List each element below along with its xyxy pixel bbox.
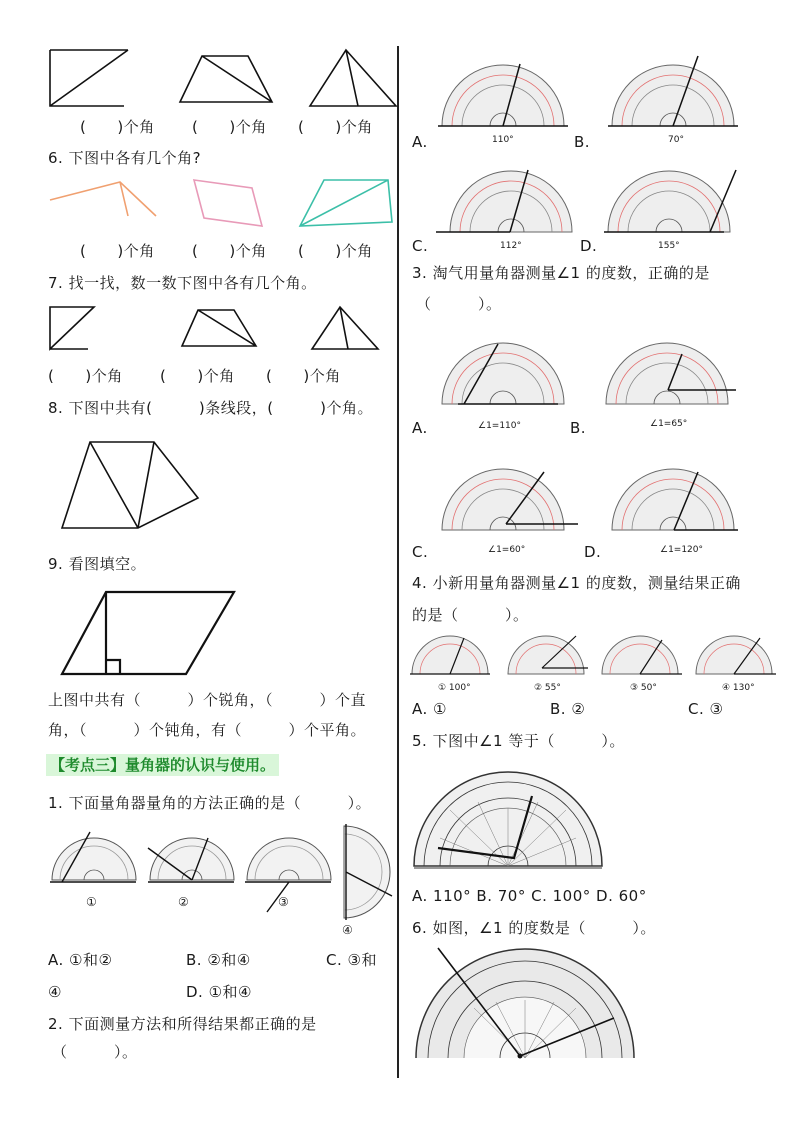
s3q1-label-1: ① [86,895,98,909]
shape-rectangle-diagonal [48,48,133,110]
pink-rhombus-figure [188,178,268,230]
q7-triangle-split [310,305,382,353]
s3q4-option-b: B. ② [550,700,586,718]
s3q4-protractor-2 [506,634,588,678]
s3q3-caption-c: ∠1=60° [488,545,526,555]
s3q2-caption-d: 155° [658,241,680,251]
s3q1-option-a: A. ①和② [48,951,113,969]
s3q3-letter-c: C. [412,543,429,561]
s3q3-caption-b: ∠1=65° [650,419,688,429]
s3q3-protractor-a [438,340,568,408]
s3q2-protractor-b [608,62,738,130]
s3q6-protractor [414,948,636,1062]
s3q2-protractor-a [438,62,568,130]
section3-heading: 【考点三】量角器的认识与使用。 [46,754,279,776]
s3q3-text: 3. 淘气用量角器测量∠1 的度数，正确的是 [412,264,710,282]
s3q3-protractor-c [438,462,578,534]
s3q1-text: 1. 下面量角器量角的方法正确的是（ ）。 [48,794,372,812]
s3q5-protractor [410,766,606,872]
orange-angle-figure [48,180,160,220]
q7-blank-3: ( )个角 [266,367,341,385]
s3q2-paren: （ ）。 [52,1043,138,1061]
q9-line1: 上图中共有（ ）个锐角，（ ）个直 [48,691,367,709]
q9-text: 9. 看图填空。 [48,555,147,573]
s3q2-letter-b: B. [574,133,591,151]
q7-trapezoid-diagonal [180,308,260,350]
q6-text: 6. 下图中各有几个角? [48,149,202,167]
s3q6-text: 6. 如图，∠1 的度数是（ ）。 [412,919,656,937]
s3q2-caption-a: 110° [492,135,514,145]
q6-blank-1: ( )个角 [80,242,155,260]
s3q2-letter-a: A. [412,133,428,151]
q9-parallelogram-figure [60,590,238,678]
s3q4-protractor-1 [410,634,492,678]
s3q2-caption-b: 70° [668,135,684,145]
s3q4-caption-4: ④ 130° [722,683,755,693]
s3q2-caption-c: 112° [500,241,522,251]
q8-text: 8. 下图中共有( )条线段，( )个角。 [48,399,373,417]
s3q1-option-d: D. ①和④ [186,983,252,1001]
q6-blank-3: ( )个角 [298,242,373,260]
s3q4-caption-3: ③ 50° [630,683,657,693]
s3q3-letter-b: B. [570,419,587,437]
q5-blank-2: ( )个角 [192,118,267,136]
q8-figure [58,440,208,532]
s3q4-protractor-3 [600,634,682,678]
q7-blank-1: ( )个角 [48,367,123,385]
teal-quad-figure [296,178,396,230]
s3q1-option-c: C. ③和 [326,951,377,969]
s3q2-letter-c: C. [412,237,429,255]
s3q4-option-c: C. ③ [688,700,724,718]
q5-blank-3: ( )个角 [298,118,373,136]
s3q4-text2: 的是（ ）。 [412,606,529,624]
s3q2-protractor-c [446,160,576,236]
s3q1-protractor-4 [338,824,396,920]
shape-trapezoid-diagonal [178,54,278,106]
s3q3-protractor-d [608,462,738,534]
s3q1-label-2: ② [178,895,190,909]
q5-blank-1: ( )个角 [80,118,155,136]
s3q3-letter-d: D. [584,543,602,561]
s3q1-option-c-cont: ④ [48,983,62,1001]
s3q1-label-4: ④ [342,923,354,937]
q7-blank-2: ( )个角 [160,367,235,385]
s3q3-letter-a: A. [412,419,428,437]
q7-square-diagonal [48,305,98,353]
s3q4-option-a: A. ① [412,700,447,718]
s3q4-caption-2: ② 55° [534,683,561,693]
s3q4-protractor-4 [694,634,776,678]
q6-blank-2: ( )个角 [192,242,267,260]
s3q1-label-3: ③ [278,895,290,909]
s3q1-option-b: B. ②和④ [186,951,251,969]
column-divider [397,46,399,1078]
q7-text: 7. 找一找，数一数下图中各有几个角。 [48,274,317,292]
s3q1-protractor-2 [148,836,236,886]
s3q1-protractor-1 [50,836,138,886]
s3q3-paren: （ ）。 [416,295,502,313]
s3q5-options: A. 110° B. 70° C. 100° D. 60° [412,887,647,905]
shape-triangle-split [308,48,400,108]
q9-line2: 角，（ ）个钝角，有（ ）个平角。 [48,721,367,739]
s3q3-caption-d: ∠1=120° [660,545,704,555]
s3q4-caption-1: ① 100° [438,683,471,693]
s3q3-caption-a: ∠1=110° [478,421,522,431]
s3q5-text: 5. 下图中∠1 等于（ ）。 [412,732,625,750]
s3q2-letter-d: D. [580,237,598,255]
s3q3-protractor-b [602,340,738,408]
s3q2-protractor-d [604,160,738,236]
s3q4-text: 4. 小新用量角器测量∠1 的度数，测量结果正确 [412,574,741,592]
s3q2-text: 2. 下面测量方法和所得结果都正确的是 [48,1015,317,1033]
